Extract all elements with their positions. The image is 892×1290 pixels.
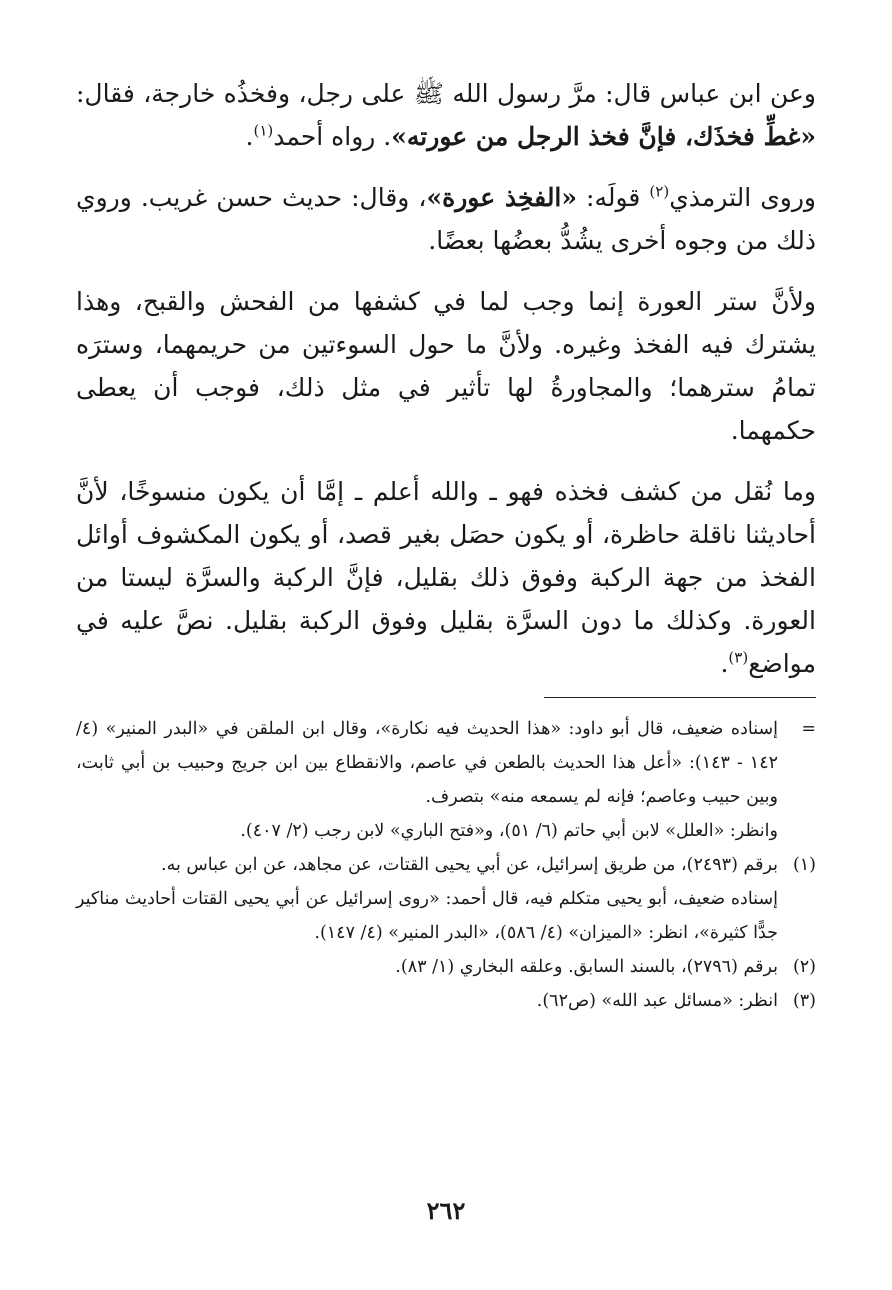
footnote-text: برقم (٢٤٩٣)، من طريق إسرائيل، عن أبي يحيى القتات، عن مجاهد، عن ابن عباس به.: [161, 855, 778, 875]
paragraph-4-text: وما نُقل من كشف فخذه فهو ـ والله أعلم ـ إمَّا أن يكون منسوخًا، لأنَّ أحاديثنا ناقلة حاظرة، أو يكون حصَل بغير قصد، أو يكون المكشوف أوائل الفخذ من جهة الركبة وفوق ذلك بقليل، فإنَّ الركبة والسرَّة ليستا من العورة. وكذلك ما دون السرَّة بقليل وفوق الركبة بقليل. نصَّ عليه في مواضع: [76, 477, 816, 678]
paragraph-1-text: وعن ابن عباس قال: مرَّ رسول الله ﷺ على رجل، وفخذُه خارجة، فقال:: [76, 79, 816, 108]
footnote-ref-2[interactable]: (٢): [649, 182, 670, 201]
footnote-text: برقم (٢٧٩٦)، بالسند السابق. وعلقه البخاري (١/ ٨٣).: [395, 957, 778, 977]
paragraph-2-text: وروى الترمذي: [669, 183, 816, 212]
footnote-marker: (١): [792, 855, 816, 875]
paragraph-1-tail: .: [245, 122, 254, 151]
paragraph-2: [76, 176, 816, 262]
page-number: ٢٦٢: [426, 1196, 466, 1225]
paragraph-3: ولأنَّ ستر العورة إنما وجب لما في كشفها من الفحش والقبح، وهذا يشترك فيه الفخذ وغيره. ولأنَّ ما حول السوءتين من حريمهما، وسترَه تمامُ سترهما؛ والمجاورةُ لها تأثير في مثل ذلك، فوجب أن يعطى حكمهما.: [76, 287, 816, 445]
footnote-marker: =: [801, 719, 816, 739]
footnote-ref-3[interactable]: (٣): [728, 648, 749, 667]
footnote-body: [76, 712, 778, 848]
footnote-continuation: [76, 712, 816, 848]
hadith-quote-1: «غطِّ فخذَك، فإنَّ فخذ الرجل من عورته»: [391, 122, 816, 151]
footnote-text: إسناده ضعيف، قال أبو داود: «هذا الحديث فيه نكارة»، وقال ابن الملقن في «البدر المنير» (٤/ ١٤٢ - ١٤٣): «أعل هذا الحديث بالطعن في عاصم، والانقطاع بين ابن جريج وحبيب بن أبي ثابت، وبين حبيب وعاصم؛ فإنه لم يسمعه منه» بتصرف.: [76, 719, 778, 807]
footnote-1: [76, 848, 816, 950]
footnotes: [76, 712, 816, 1018]
main-text: [76, 72, 816, 703]
paragraph-4: [76, 470, 816, 685]
paragraph-1: [76, 72, 816, 158]
footnote-text: انظر: «مسائل عبد الله» (ص٦٢).: [536, 991, 778, 1011]
footnote-marker: (٢): [792, 957, 816, 977]
hadith-quote-2: «الفخِذ عورة»: [426, 183, 578, 212]
footnote-3: [76, 984, 816, 1018]
footnote-divider: [544, 697, 816, 698]
footnote-marker: (٣): [792, 991, 816, 1011]
footnote-2: [76, 950, 816, 984]
paragraph-1-citation: . رواه أحمد: [273, 122, 392, 151]
paragraph-4-tail: .: [720, 649, 729, 678]
paragraph-2-mid: قولَه:: [577, 183, 650, 212]
footnote-ref-1[interactable]: (١): [253, 121, 274, 140]
footnote-text: وانظر: «العلل» لابن أبي حاتم (٦/ ٥١)، و«فتح الباري» لابن رجب (٢/ ٤٠٧).: [240, 821, 778, 841]
footnote-text: إسناده ضعيف، أبو يحيى متكلم فيه، قال أحمد: «روى إسرائيل عن أبي يحيى القتات أحاديث مناكير جدًّا كثيرة»، انظر: «الميزان» (٤/ ٥٨٦)، «البدر المنير» (٤/ ١٤٧).: [76, 889, 778, 943]
paragraph-2-end: ، وقال: حديث حسن غريب. وروي ذلك من وجوه أخرى يشُدُّ بعضُها بعضًا.: [76, 183, 816, 255]
footnote-body: [76, 848, 778, 950]
